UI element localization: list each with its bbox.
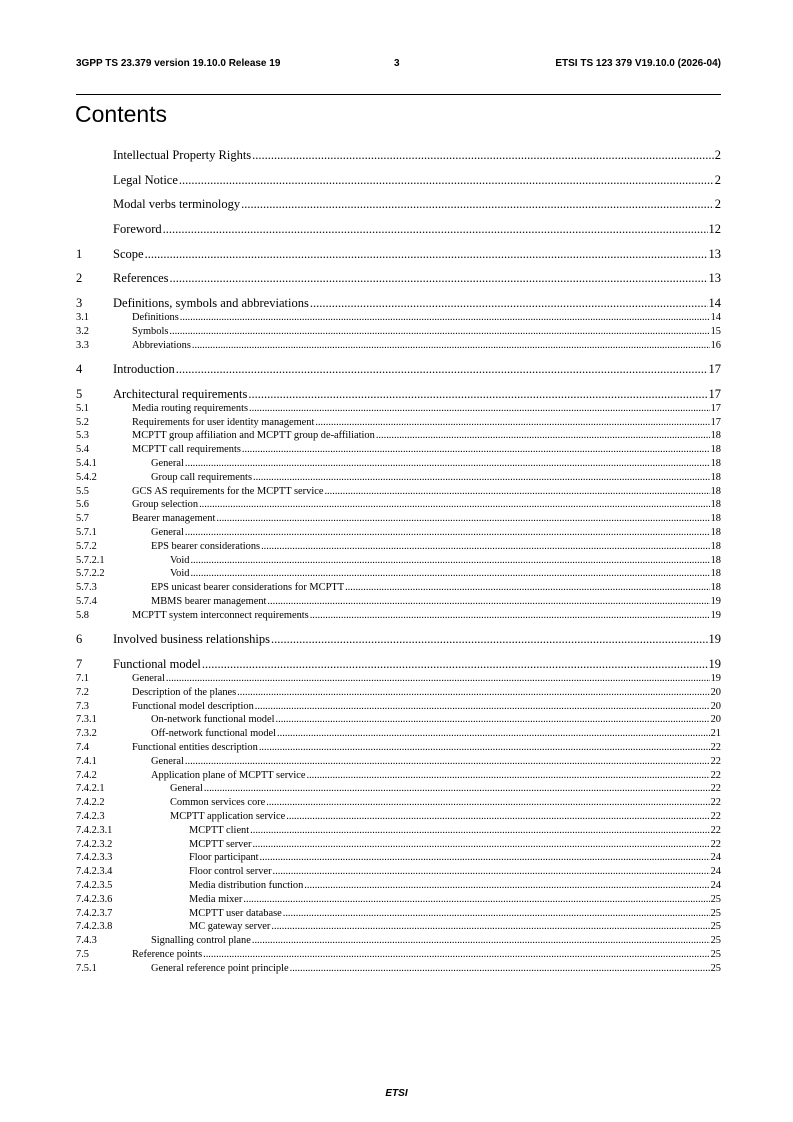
toc-leader-dots [185, 457, 710, 471]
page-footer: ETSI [385, 1088, 408, 1099]
toc-entry-title: Media mixer [189, 893, 243, 905]
toc-entry-page: 18 [710, 527, 721, 539]
toc-entry-number: 5.1 [76, 402, 89, 414]
toc-leader-dots [203, 948, 710, 962]
toc-entry[interactable] [76, 196, 721, 212]
toc-leader-dots [376, 429, 710, 443]
toc-entry[interactable] [76, 948, 721, 962]
toc-entry-title: Symbols [132, 325, 169, 337]
toc-leader-dots [185, 755, 710, 769]
toc-entry-title: Definitions, symbols and abbreviations [113, 296, 309, 311]
toc-entry[interactable] [76, 934, 721, 948]
toc-leader-dots [310, 295, 708, 311]
toc-entry[interactable] [76, 727, 721, 741]
toc-entry-number: 7.4.1 [76, 755, 97, 767]
toc-entry-number: 7.4.2.3 [76, 810, 105, 822]
toc-entry-title: MCPTT call requirements [132, 444, 241, 456]
toc-leader-dots [253, 471, 710, 485]
toc-entry-title: MCPTT client [189, 824, 250, 836]
toc-entry-title: General [132, 673, 165, 685]
toc-entry-page: 18 [710, 540, 721, 552]
toc-entry-title: EPS bearer considerations [151, 540, 261, 552]
toc-entry-page: 18 [710, 582, 721, 594]
toc-leader-dots [261, 540, 710, 554]
toc-entry-title: Off-network functional model [151, 728, 277, 740]
toc-entry-title: MCPTT server [189, 838, 252, 850]
toc-entry-page: 2 [714, 148, 721, 162]
toc-entry[interactable] [76, 755, 721, 769]
toc-entry-page: 20 [710, 686, 721, 698]
toc-entry-page: 22 [710, 742, 721, 753]
toc-entry-page: 17 [708, 386, 721, 401]
toc-entry-title: Introduction [113, 362, 175, 377]
toc-entry[interactable] [76, 512, 721, 526]
toc-entry-number: 7.5.1 [76, 962, 97, 974]
toc-entry[interactable] [76, 920, 721, 934]
toc-entry-title: Functional model [113, 657, 201, 672]
toc-entry-page: 22 [710, 824, 721, 836]
toc-entry-page: 17 [708, 362, 721, 377]
toc-entry-title: On-network functional model [151, 714, 275, 726]
toc-entry-title: Functional entities description [132, 742, 258, 753]
toc-entry[interactable] [76, 907, 721, 921]
toc-entry-number: 5 [76, 386, 83, 401]
toc-entry[interactable] [76, 498, 721, 512]
toc-entry-number: 5.7.2.2 [76, 568, 105, 580]
toc-entry-number: 5.7.4 [76, 596, 97, 608]
toc-leader-dots [271, 631, 708, 647]
toc-entry-title: Description of the planes [132, 686, 237, 698]
toc-entry-page: 19 [710, 609, 721, 621]
toc-entry[interactable] [76, 386, 721, 402]
toc-entry-title: Void [170, 568, 190, 580]
toc-entry-page: 22 [710, 769, 721, 781]
toc-entry-number: 3 [76, 296, 83, 311]
toc-leader-dots [145, 246, 708, 262]
toc-entry-title: General [151, 458, 184, 470]
toc-entry-page: 19 [708, 657, 721, 672]
toc-entry[interactable] [76, 416, 721, 430]
toc-entry-page: 15 [710, 325, 721, 337]
toc-entry[interactable] [76, 485, 721, 499]
toc-entry-title: Signalling control plane [151, 935, 251, 947]
toc-entry-number: 5.3 [76, 430, 89, 442]
toc-entry[interactable] [76, 824, 721, 838]
toc-entry-title: Floor control server [189, 866, 272, 878]
toc-leader-dots [260, 851, 710, 865]
toc-leader-dots [243, 893, 709, 907]
toc-entry-number: 7.1 [76, 673, 89, 685]
toc-entry-number: 7.4.2.3.4 [76, 866, 113, 878]
toc-entry-number: 3.2 [76, 325, 89, 337]
toc-leader-dots [176, 361, 708, 377]
toc-entry-title: Functional model description [132, 700, 254, 712]
toc-entry-number: 5.7 [76, 513, 89, 525]
toc-entry[interactable] [76, 147, 721, 163]
toc-entry[interactable] [76, 796, 721, 810]
toc-entry-title: Definitions [132, 312, 179, 324]
toc-entry-page: 16 [710, 339, 721, 351]
toc-entry-number: 5.8 [76, 609, 89, 621]
toc-entry[interactable] [76, 713, 721, 727]
toc-entry-page: 22 [710, 838, 721, 850]
toc-entry[interactable] [76, 402, 721, 416]
toc-leader-dots [252, 934, 710, 948]
toc-entry-title: General [170, 783, 203, 795]
toc-leader-dots [180, 311, 710, 325]
toc-entry-page: 25 [710, 921, 721, 933]
toc-entry-title: Reference points [132, 948, 203, 960]
toc-entry-title: Modal verbs terminology [113, 197, 241, 212]
toc-entry-title: MCPTT user database [189, 907, 282, 919]
toc-entry-title: Common services core [170, 797, 266, 809]
toc-entry[interactable] [76, 769, 721, 783]
toc-entry-title: Scope [113, 246, 144, 261]
toc-entry[interactable] [76, 246, 721, 262]
header-etsi-reference: ETSI TS 123 379 V19.10.0 (2026-04) [555, 58, 721, 69]
toc-entry-number: 7.4.2.3.5 [76, 879, 113, 891]
toc-entry-number: 7.3.2 [76, 728, 97, 740]
toc-entry-page: 18 [710, 554, 721, 566]
toc-entry-page: 19 [710, 673, 721, 685]
toc-entry-page: 25 [710, 962, 721, 974]
toc-leader-dots [259, 741, 710, 755]
toc-entry-number: 7.3 [76, 700, 89, 712]
toc-entry[interactable] [76, 443, 721, 457]
toc-leader-dots [190, 554, 709, 568]
toc-leader-dots [283, 907, 710, 921]
toc-entry-number: 7 [76, 657, 83, 672]
toc-leader-dots [267, 595, 709, 609]
toc-entry-number: 5.6 [76, 499, 89, 511]
toc-entry-number: 7.4.2.2 [76, 797, 105, 809]
toc-entry[interactable] [76, 686, 721, 700]
toc-entry-title: Legal Notice [113, 172, 178, 187]
toc-entry-page: 18 [710, 568, 721, 580]
toc-entry-title: EPS unicast bearer considerations for MCPTT [151, 582, 345, 594]
toc-entry-page: 22 [710, 797, 721, 809]
toc-entry[interactable] [76, 609, 721, 623]
toc-leader-dots [252, 838, 709, 852]
toc-entry-number: 5.4 [76, 444, 89, 456]
toc-entry-page: 25 [710, 948, 721, 960]
toc-leader-dots [324, 485, 709, 499]
toc-entry[interactable] [76, 457, 721, 471]
toc-entry-page: 20 [710, 700, 721, 712]
toc-entry-title: Group call requirements [151, 471, 252, 483]
toc-entry[interactable] [76, 339, 721, 353]
header-rule [76, 94, 721, 95]
toc-entry-number: 7.4 [76, 742, 89, 753]
toc-leader-dots [185, 526, 710, 540]
toc-entry[interactable] [76, 554, 721, 568]
toc-entry[interactable] [76, 893, 721, 907]
toc-entry-title: MCPTT group affiliation and MCPTT group de-affiliation [132, 430, 375, 442]
toc-entry-page: 13 [708, 246, 721, 261]
header-page-number: 3 [394, 58, 400, 69]
toc-entry-number: 7.2 [76, 686, 89, 698]
toc-entry-title: Application plane of MCPTT service [151, 769, 306, 781]
toc-leader-dots [290, 962, 710, 976]
toc-entry-title: Requirements for user identity management [132, 416, 315, 428]
toc-entry-page: 13 [708, 271, 721, 286]
toc-leader-dots [250, 824, 709, 838]
toc-entry-page: 22 [710, 755, 721, 767]
toc-entry-page: 2 [714, 197, 721, 212]
toc-entry-title: Foreword [113, 222, 162, 237]
toc-entry-page: 2 [714, 172, 721, 187]
toc-entry-page: 12 [708, 222, 721, 237]
toc-entry-page: 17 [710, 416, 721, 428]
toc-leader-dots [192, 339, 710, 353]
toc-entry-title: General [151, 527, 184, 539]
toc-entry-number: 7.4.2.3.3 [76, 852, 113, 864]
toc-entry[interactable] [76, 810, 721, 824]
toc-leader-dots [242, 443, 710, 457]
toc-entry[interactable] [76, 865, 721, 879]
toc-entry-title: General [151, 755, 184, 767]
toc-entry-number: 5.5 [76, 485, 89, 497]
toc-entry-number: 3.1 [76, 312, 89, 324]
toc-entry[interactable] [76, 838, 721, 852]
toc-entry[interactable] [76, 595, 721, 609]
table-of-contents [76, 147, 721, 976]
toc-entry-title: MCPTT system interconnect requirements [132, 609, 309, 621]
toc-entry-number: 7.5 [76, 948, 89, 960]
toc-leader-dots [310, 609, 710, 623]
toc-entry-title: GCS AS requirements for the MCPTT service [132, 485, 324, 497]
toc-entry-page: 18 [710, 458, 721, 470]
toc-entry-title: Architectural requirements [113, 386, 248, 401]
toc-entry-number: 2 [76, 271, 83, 286]
toc-entry-number: 3.3 [76, 339, 89, 351]
toc-leader-dots [248, 386, 707, 402]
toc-entry[interactable] [76, 851, 721, 865]
toc-entry[interactable] [76, 672, 721, 686]
toc-entry-title: General reference point principle [151, 962, 289, 974]
toc-entry-page: 22 [710, 810, 721, 822]
toc-entry-title: MCPTT application service [170, 810, 286, 822]
toc-leader-dots [163, 221, 708, 237]
toc-leader-dots [266, 796, 709, 810]
toc-entry[interactable] [76, 700, 721, 714]
toc-entry-page: 24 [710, 852, 721, 864]
toc-leader-dots [249, 402, 710, 416]
toc-entry-title: Group selection [132, 499, 199, 511]
toc-entry-number: 5.2 [76, 416, 89, 428]
toc-entry[interactable] [76, 782, 721, 796]
toc-entry[interactable] [76, 471, 721, 485]
toc-entry-page: 18 [710, 485, 721, 497]
toc-entry-title: MC gateway server [189, 921, 271, 933]
toc-entry-page: 22 [710, 783, 721, 795]
toc-entry[interactable] [76, 172, 721, 188]
toc-entry[interactable] [76, 567, 721, 581]
toc-leader-dots [273, 865, 710, 879]
toc-leader-dots [237, 686, 709, 700]
toc-leader-dots [315, 416, 709, 430]
toc-entry-page: 25 [710, 893, 721, 905]
toc-leader-dots [202, 656, 708, 672]
toc-entry-page: 24 [710, 879, 721, 891]
toc-entry-number: 5.7.2 [76, 540, 97, 552]
toc-entry-page: 18 [710, 430, 721, 442]
toc-entry-page: 19 [708, 632, 721, 647]
toc-entry-title: Bearer management [132, 513, 216, 525]
toc-leader-dots [179, 172, 714, 188]
toc-entry[interactable] [76, 429, 721, 443]
toc-entry-number: 5.7.1 [76, 527, 97, 539]
toc-entry-page: 20 [710, 714, 721, 726]
toc-entry-number: 7.4.3 [76, 935, 97, 947]
toc-entry-page: 21 [710, 728, 721, 740]
toc-leader-dots [277, 727, 710, 741]
toc-leader-dots [345, 581, 710, 595]
toc-entry[interactable] [76, 325, 721, 339]
toc-entry-page: 24 [710, 866, 721, 878]
toc-entry-title: Void [170, 554, 190, 566]
toc-entry-title: MBMS bearer management [151, 596, 267, 608]
toc-entry-title: References [113, 271, 169, 286]
toc-entry[interactable] [76, 221, 721, 237]
toc-entry[interactable] [76, 361, 721, 377]
toc-entry-page: 17 [710, 402, 721, 414]
toc-leader-dots [304, 879, 709, 893]
toc-entry[interactable] [76, 656, 721, 672]
toc-leader-dots [241, 196, 714, 212]
toc-entry-title: Intellectual Property Rights [113, 148, 252, 162]
toc-entry-number: 7.4.2.3.1 [76, 824, 113, 836]
page-title: Contents [75, 101, 168, 127]
toc-entry-title: Involved business relationships [113, 632, 270, 647]
toc-entry-title: Floor participant [189, 852, 259, 864]
toc-entry[interactable] [76, 526, 721, 540]
toc-entry-number: 6 [76, 632, 83, 647]
page-header [76, 58, 721, 72]
toc-entry-number: 1 [76, 246, 83, 261]
toc-entry[interactable] [76, 540, 721, 554]
toc-entry-page: 14 [710, 312, 721, 324]
toc-entry[interactable] [76, 311, 721, 325]
toc-entry-page: 19 [710, 596, 721, 608]
toc-entry-number: 5.4.2 [76, 471, 97, 483]
toc-entry-title: Media distribution function [189, 879, 304, 891]
toc-entry-number: 7.4.2.3.7 [76, 907, 113, 919]
toc-leader-dots [166, 672, 710, 686]
header-spec-version: 3GPP TS 23.379 version 19.10.0 Release 19 [76, 58, 281, 69]
toc-entry[interactable] [76, 741, 721, 755]
toc-entry[interactable] [76, 962, 721, 976]
toc-leader-dots [170, 270, 708, 286]
toc-entry-number: 4 [76, 362, 83, 377]
toc-entry-number: 7.4.2.3.6 [76, 893, 113, 905]
toc-leader-dots [252, 147, 714, 163]
toc-leader-dots [306, 769, 709, 783]
toc-entry-number: 7.4.2.3.2 [76, 838, 113, 850]
toc-leader-dots [276, 713, 710, 727]
toc-leader-dots [204, 782, 710, 796]
toc-entry-page: 18 [710, 499, 721, 511]
toc-leader-dots [216, 512, 709, 526]
toc-entry-number: 5.7.3 [76, 582, 97, 594]
toc-entry[interactable] [76, 270, 721, 286]
toc-entry-page: 25 [710, 907, 721, 919]
toc-entry-number: 7.4.2.1 [76, 783, 105, 795]
toc-leader-dots [199, 498, 710, 512]
toc-entry[interactable] [76, 631, 721, 647]
toc-entry[interactable] [76, 879, 721, 893]
toc-leader-dots [255, 700, 710, 714]
toc-entry-title: Abbreviations [132, 339, 191, 351]
toc-entry-page: 25 [710, 935, 721, 947]
toc-leader-dots [286, 810, 709, 824]
toc-entry-number: 7.4.2 [76, 769, 97, 781]
toc-entry-number: 7.3.1 [76, 714, 97, 726]
toc-entry-number: 5.7.2.1 [76, 554, 105, 566]
toc-leader-dots [190, 567, 709, 581]
toc-leader-dots [169, 325, 709, 339]
toc-entry-page: 18 [710, 513, 721, 525]
toc-entry[interactable] [76, 581, 721, 595]
toc-entry-page: 18 [710, 471, 721, 483]
toc-entry-title: Media routing requirements [132, 402, 248, 414]
toc-entry-page: 18 [710, 444, 721, 456]
toc-leader-dots [271, 920, 709, 934]
toc-entry-number: 7.4.2.3.8 [76, 921, 113, 933]
toc-entry-number: 5.4.1 [76, 458, 97, 470]
toc-entry[interactable] [76, 295, 721, 311]
toc-entry-page: 14 [708, 296, 721, 311]
